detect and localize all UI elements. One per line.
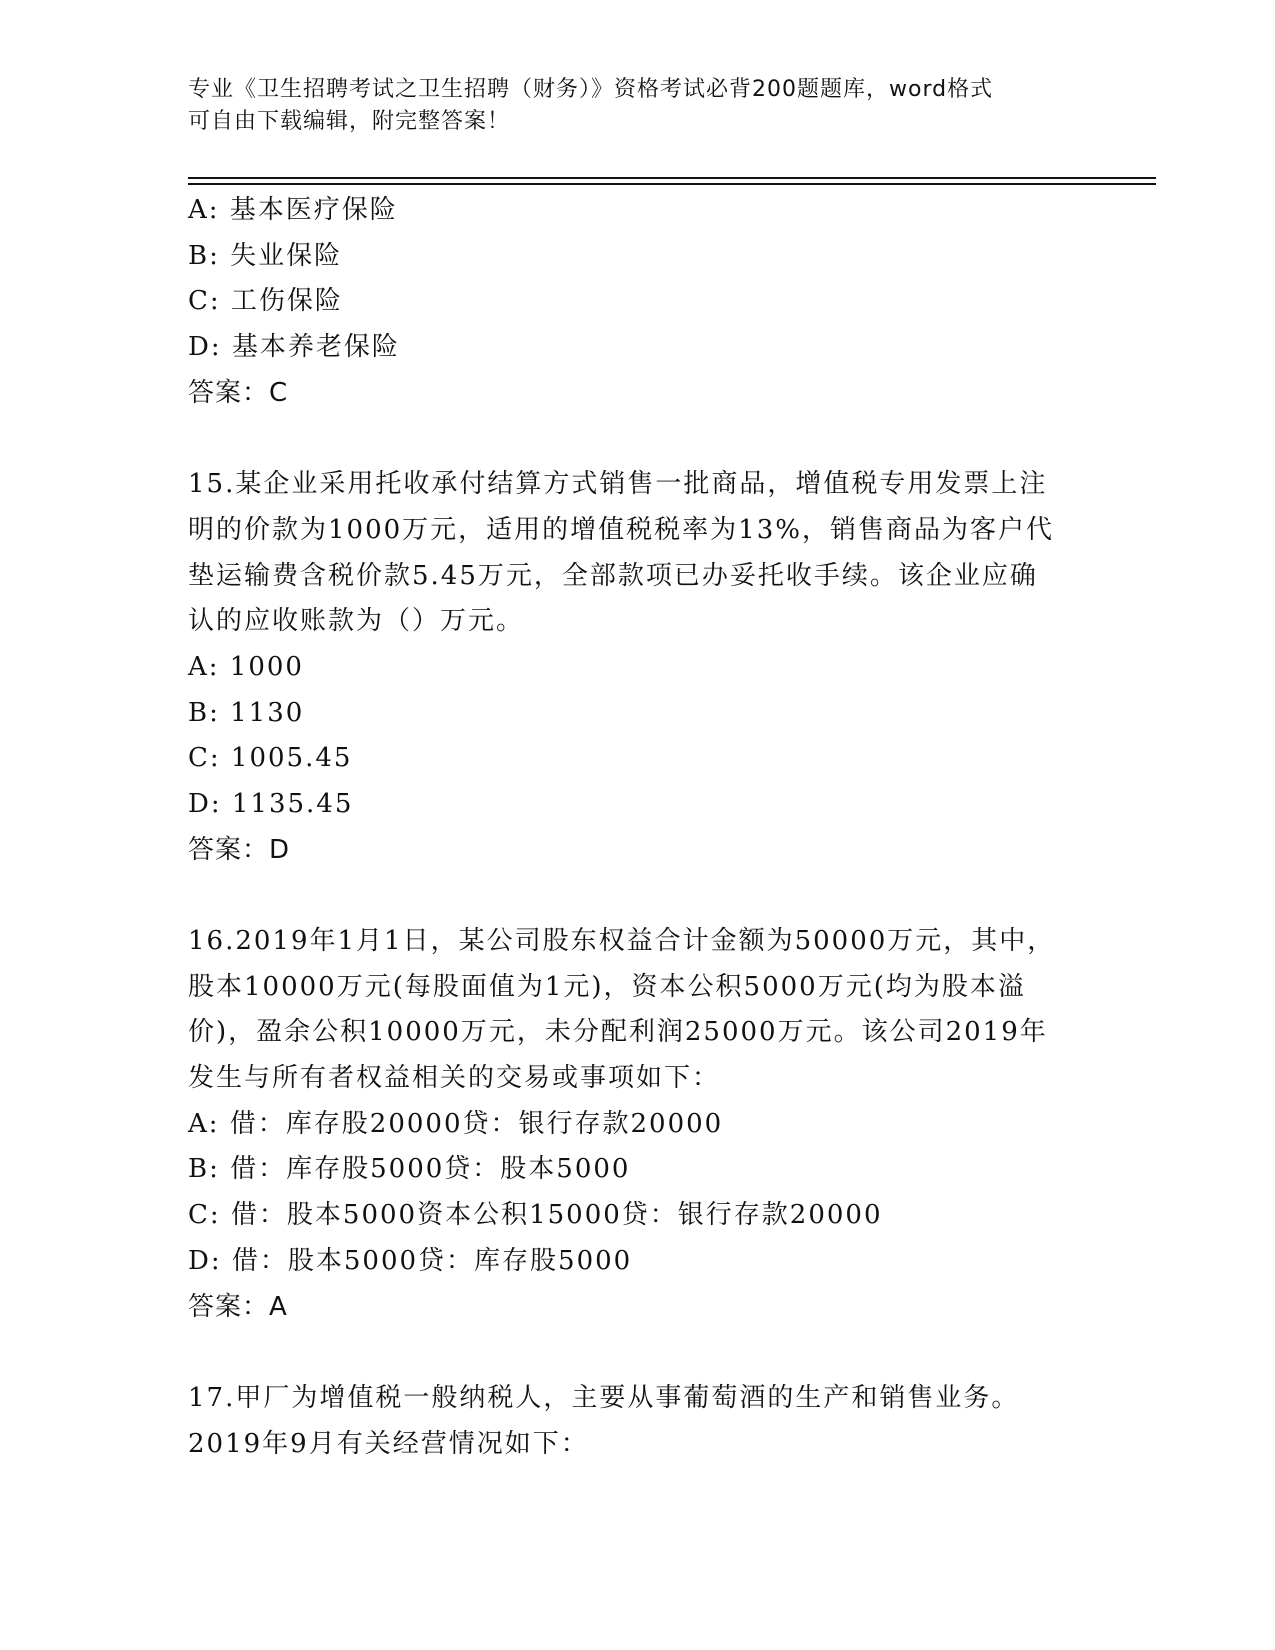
question-stem-line: 15.某企业采用托收承付结算方式销售一批商品，增值税专用发票上注: [188, 469, 1048, 500]
spacer: [188, 873, 1088, 919]
answer-line: 答案：D: [188, 834, 291, 865]
option-a: A: 1000: [188, 651, 304, 682]
spacer: [188, 1330, 1088, 1376]
header-divider-bottom: [188, 183, 1156, 185]
option-c: C: 1005.45: [188, 743, 353, 774]
option-b: B: 1130: [188, 697, 305, 728]
header-title-line-2: 可自由下载编辑，附完整答案！: [188, 109, 511, 134]
answer-line: 答案：A: [188, 1291, 288, 1322]
question-15: [188, 462, 1088, 873]
option-c: C: 工伤保险: [188, 286, 343, 317]
question-16: [188, 919, 1088, 1330]
question-stem-line: 2019年9月有关经营情况如下：: [188, 1428, 589, 1459]
option-a: A: 借：库存股20000贷：银行存款20000: [188, 1108, 724, 1139]
option-d: D: 基本养老保险: [188, 332, 400, 363]
answer-line: 答案：C: [188, 377, 289, 408]
question-list: [188, 188, 1088, 1467]
option-b: B: 借：库存股5000贷：股本5000: [188, 1154, 631, 1185]
document-header: [188, 74, 1068, 138]
question-stem-line: 发生与所有者权益相关的交易或事项如下：: [188, 1063, 721, 1094]
option-b: B: 失业保险: [188, 240, 343, 271]
header-divider-top: [188, 177, 1156, 179]
option-a: A: 基本医疗保险: [188, 195, 398, 225]
question-stem-line: 股本10000万元(每股面值为1元)，资本公积5000万元(均为股本溢: [188, 971, 1026, 1002]
header-title-line-1: 专业《卫生招聘考试之卫生招聘（财务）》资格考试必背200题题库，word格式: [188, 77, 994, 102]
question-stem-line: 16.2019年1月1日，某公司股东权益合计金额为50000万元，其中，: [188, 926, 1056, 956]
question-stem-line: 认的应收账款为（）万元。: [188, 606, 525, 637]
spacer: [188, 416, 1088, 462]
question-stem-line: 明的价款为1000万元，适用的增值税税率为13%，销售商品为客户代: [188, 514, 1054, 545]
option-d: D: 借：股本5000贷：库存股5000: [188, 1245, 633, 1276]
option-c: C: 借：股本5000资本公积15000贷：银行存款20000: [188, 1200, 883, 1231]
question-stem-line: 垫运输费含税价款5.45万元，全部款项已办妥托收手续。该企业应确: [188, 560, 1038, 591]
question-14: [188, 188, 1088, 416]
question-stem-line: 价)，盈余公积10000万元，未分配利润25000万元。该公司2019年: [188, 1017, 1048, 1048]
option-d: D: 1135.45: [188, 788, 354, 819]
question-17: [188, 1376, 1088, 1467]
question-stem-line: 17.甲厂为增值税一般纳税人，主要从事葡萄酒的生产和销售业务。: [188, 1382, 1020, 1413]
